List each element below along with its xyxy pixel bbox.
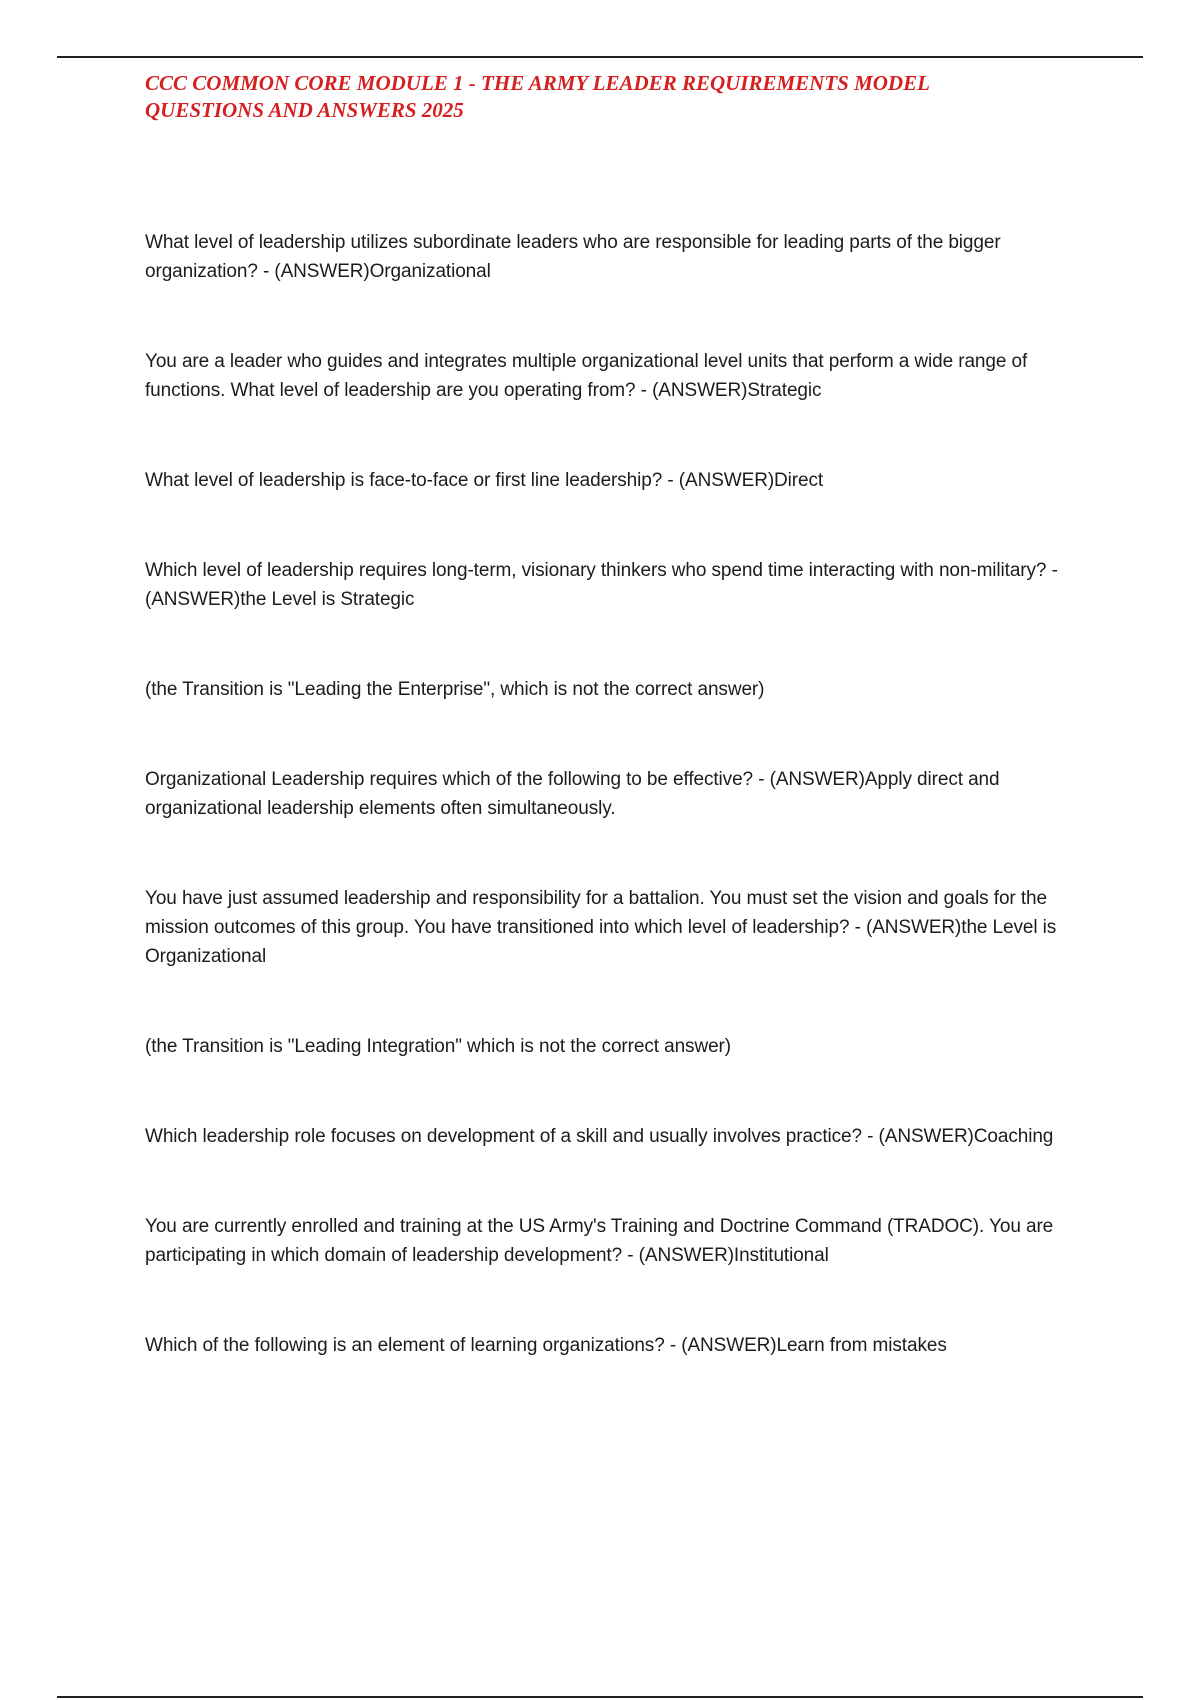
qa-item: Which leadership role focuses on development of a skill and usually involves practice? - (ANSWER)Coaching — [145, 1126, 1054, 1147]
qa-item: You have just assumed leadership and responsibility for a battalion. You must set the vision and goals for the mission outcomes of this group. You have transitioned into which level of leadership? - (ANSWER)the Level is Organizational — [145, 888, 1057, 967]
qa-item: (the Transition is "Leading the Enterprise", which is not the correct answer) — [145, 679, 765, 700]
qa-item: What level of leadership utilizes subordinate leaders who are responsible for leading parts of the bigger organization? - (ANSWER)Organizational — [145, 232, 1001, 282]
top-rule — [57, 56, 1143, 58]
qa-item: Which of the following is an element of learning organizations? - (ANSWER)Learn from mistakes — [145, 1335, 947, 1356]
qa-list — [145, 228, 1095, 1421]
qa-item: Which level of leadership requires long-term, visionary thinkers who spend time interacting with non-military? - (ANSWER)the Level is Strategic — [145, 560, 1058, 610]
qa-item: You are a leader who guides and integrates multiple organizational level units that perform a wide range of functions. What level of leadership are you operating from? - (ANSWER)Strategic — [145, 351, 1028, 401]
bottom-rule — [57, 1696, 1143, 1698]
document-title: CCC COMMON CORE MODULE 1 - THE ARMY LEADER REQUIREMENTS MODEL QUESTIONS AND ANSWERS 2025 — [145, 71, 930, 122]
qa-item: What level of leadership is face-to-face or first line leadership? - (ANSWER)Direct — [145, 470, 824, 491]
qa-item: Organizational Leadership requires which of the following to be effective? - (ANSWER)Apply direct and organizational leadership elements often simultaneously. — [145, 769, 1000, 819]
qa-item: (the Transition is "Leading Integration" which is not the correct answer) — [145, 1036, 731, 1057]
qa-item: You are currently enrolled and training at the US Army's Training and Doctrine Command (TRADOC). You are participating in which domain of leadership development? - (ANSWER)Institutional — [145, 1216, 1054, 1266]
